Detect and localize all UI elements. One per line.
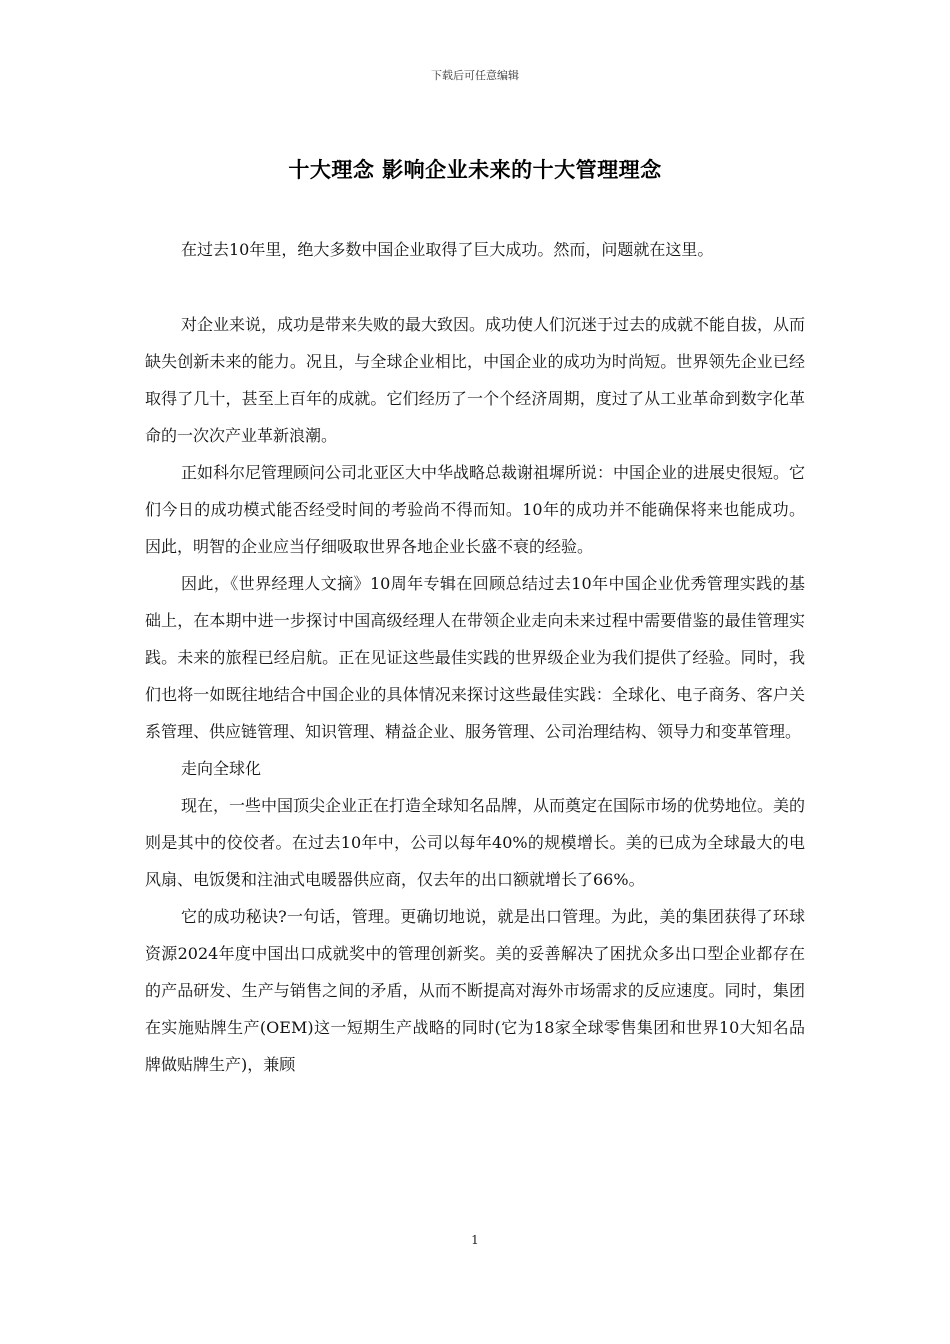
paragraph-1: 对企业来说，成功是带来失败的最大致因。成功使人们沉迷于过去的成就不能自拔，从而缺失创新未来的能力。况且，与全球企业相比，中国企业的成功为时尚短。世界领先企业已经取得了几十，甚至上百年的成就。它们经历了一个个经济周期，度过了从工业革命到数字化革命的一次次产业革新浪潮。 xyxy=(145,315,806,445)
header-note: 下载后可任意编辑 xyxy=(431,69,519,82)
paragraph-4: 现在，一些中国顶尖企业正在打造全球知名品牌，从而奠定在国际市场的优势地位。美的则是其中的佼佼者。在过去10年中，公司以每年40%的规模增长。美的已成为全球最大的电风扇、电饭煲和注油式电暖器供应商，仅去年的出口额就增长了66%。 xyxy=(145,796,806,889)
body-text xyxy=(145,306,805,1083)
paragraph-3: 因此，《世界经理人文摘》10周年专辑在回顾总结过去10年中国企业优秀管理实践的基础上，在本期中进一步探讨中国高级经理人在带领企业走向未来过程中需要借鉴的最佳管理实践。未来的旅程已经启航。正在见证这些最佳实践的世界级企业为我们提供了经验。同时，我们也将一如既往地结合中国企业的具体情况来探讨这些最佳实践：全球化、电子商务、客户关系管理、供应链管理、知识管理、精益企业、服务管理、公司治理结构、领导力和变革管理。 xyxy=(145,574,805,741)
document-title: 十大理念 影响企业未来的十大管理理念 xyxy=(288,158,662,182)
section-heading: 走向全球化 xyxy=(181,759,262,778)
intro-paragraph: 在过去10年里，绝大多数中国企业取得了巨大成功。然而，问题就在这里。 xyxy=(181,240,714,259)
intro-block xyxy=(145,231,805,268)
page-number: 1 xyxy=(471,1233,479,1247)
paragraph-2: 正如科尔尼管理顾问公司北亚区大中华战略总裁谢祖墀所说：中国企业的进展史很短。它们今日的成功模式能否经受时间的考验尚不得而知。10年的成功并不能确保将来也能成功。因此，明智的企业应当仔细吸取世界各地企业长盛不衰的经验。 xyxy=(145,463,806,556)
paragraph-5: 它的成功秘诀?一句话，管理。更确切地说，就是出口管理。为此，美的集团获得了环球资源2024年度中国出口成就奖中的管理创新奖。美的妥善解决了困扰众多出口型企业都存在的产品研发、生产与销售之间的矛盾，从而不断提高对海外市场需求的反应速度。同时，集团在实施贴牌生产(OEM)这一短期生产战略的同时(它为18家全球零售集团和世界10大知名品牌做贴牌生产)，兼顾 xyxy=(145,907,805,1074)
